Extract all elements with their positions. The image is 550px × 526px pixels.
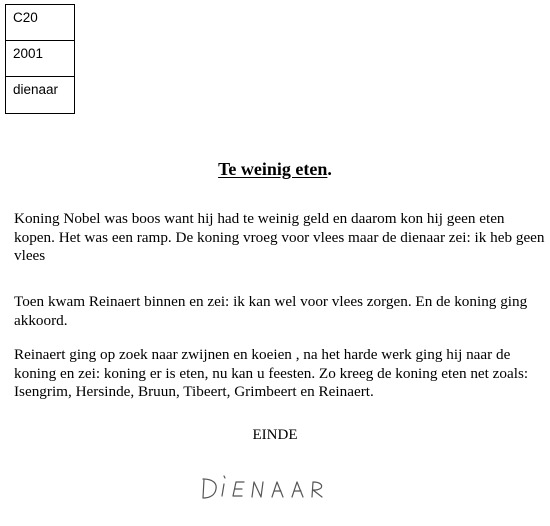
story-paragraph-1: Koning Nobel was boos want hij had te weinig geld en daarom kon hij geen eten kopen. Het was een ramp. De koning vroeg voor vlees maar de dienaar zei: ik heb geen vlees — [14, 210, 545, 264]
story-paragraph-3: Reinaert ging op zoek naar zwijnen en koeien , na het harde werk ging hij naar de koning en zei: koning er is eten, nu kan u feesten. Zo kreeg de koning eten net zoals: Isengrim, Hersinde, Bruun, Tibeert, Grimbeert en Reinaert. — [14, 346, 529, 400]
title-text: Te weinig eten — [218, 159, 328, 179]
metadata-code: C20 — [6, 5, 74, 41]
closing-text: EINDE — [252, 427, 298, 443]
handwritten-signature — [200, 470, 340, 504]
metadata-year: 2001 — [6, 41, 74, 77]
metadata-role: dienaar — [13, 82, 59, 97]
metadata-box — [5, 4, 75, 114]
title-period: . — [327, 159, 332, 179]
story-paragraph-2: Toen kwam Reinaert binnen en zei: ik kan wel voor vlees zorgen. En de koning ging akkoord. — [14, 293, 528, 329]
page-title — [0, 159, 550, 180]
